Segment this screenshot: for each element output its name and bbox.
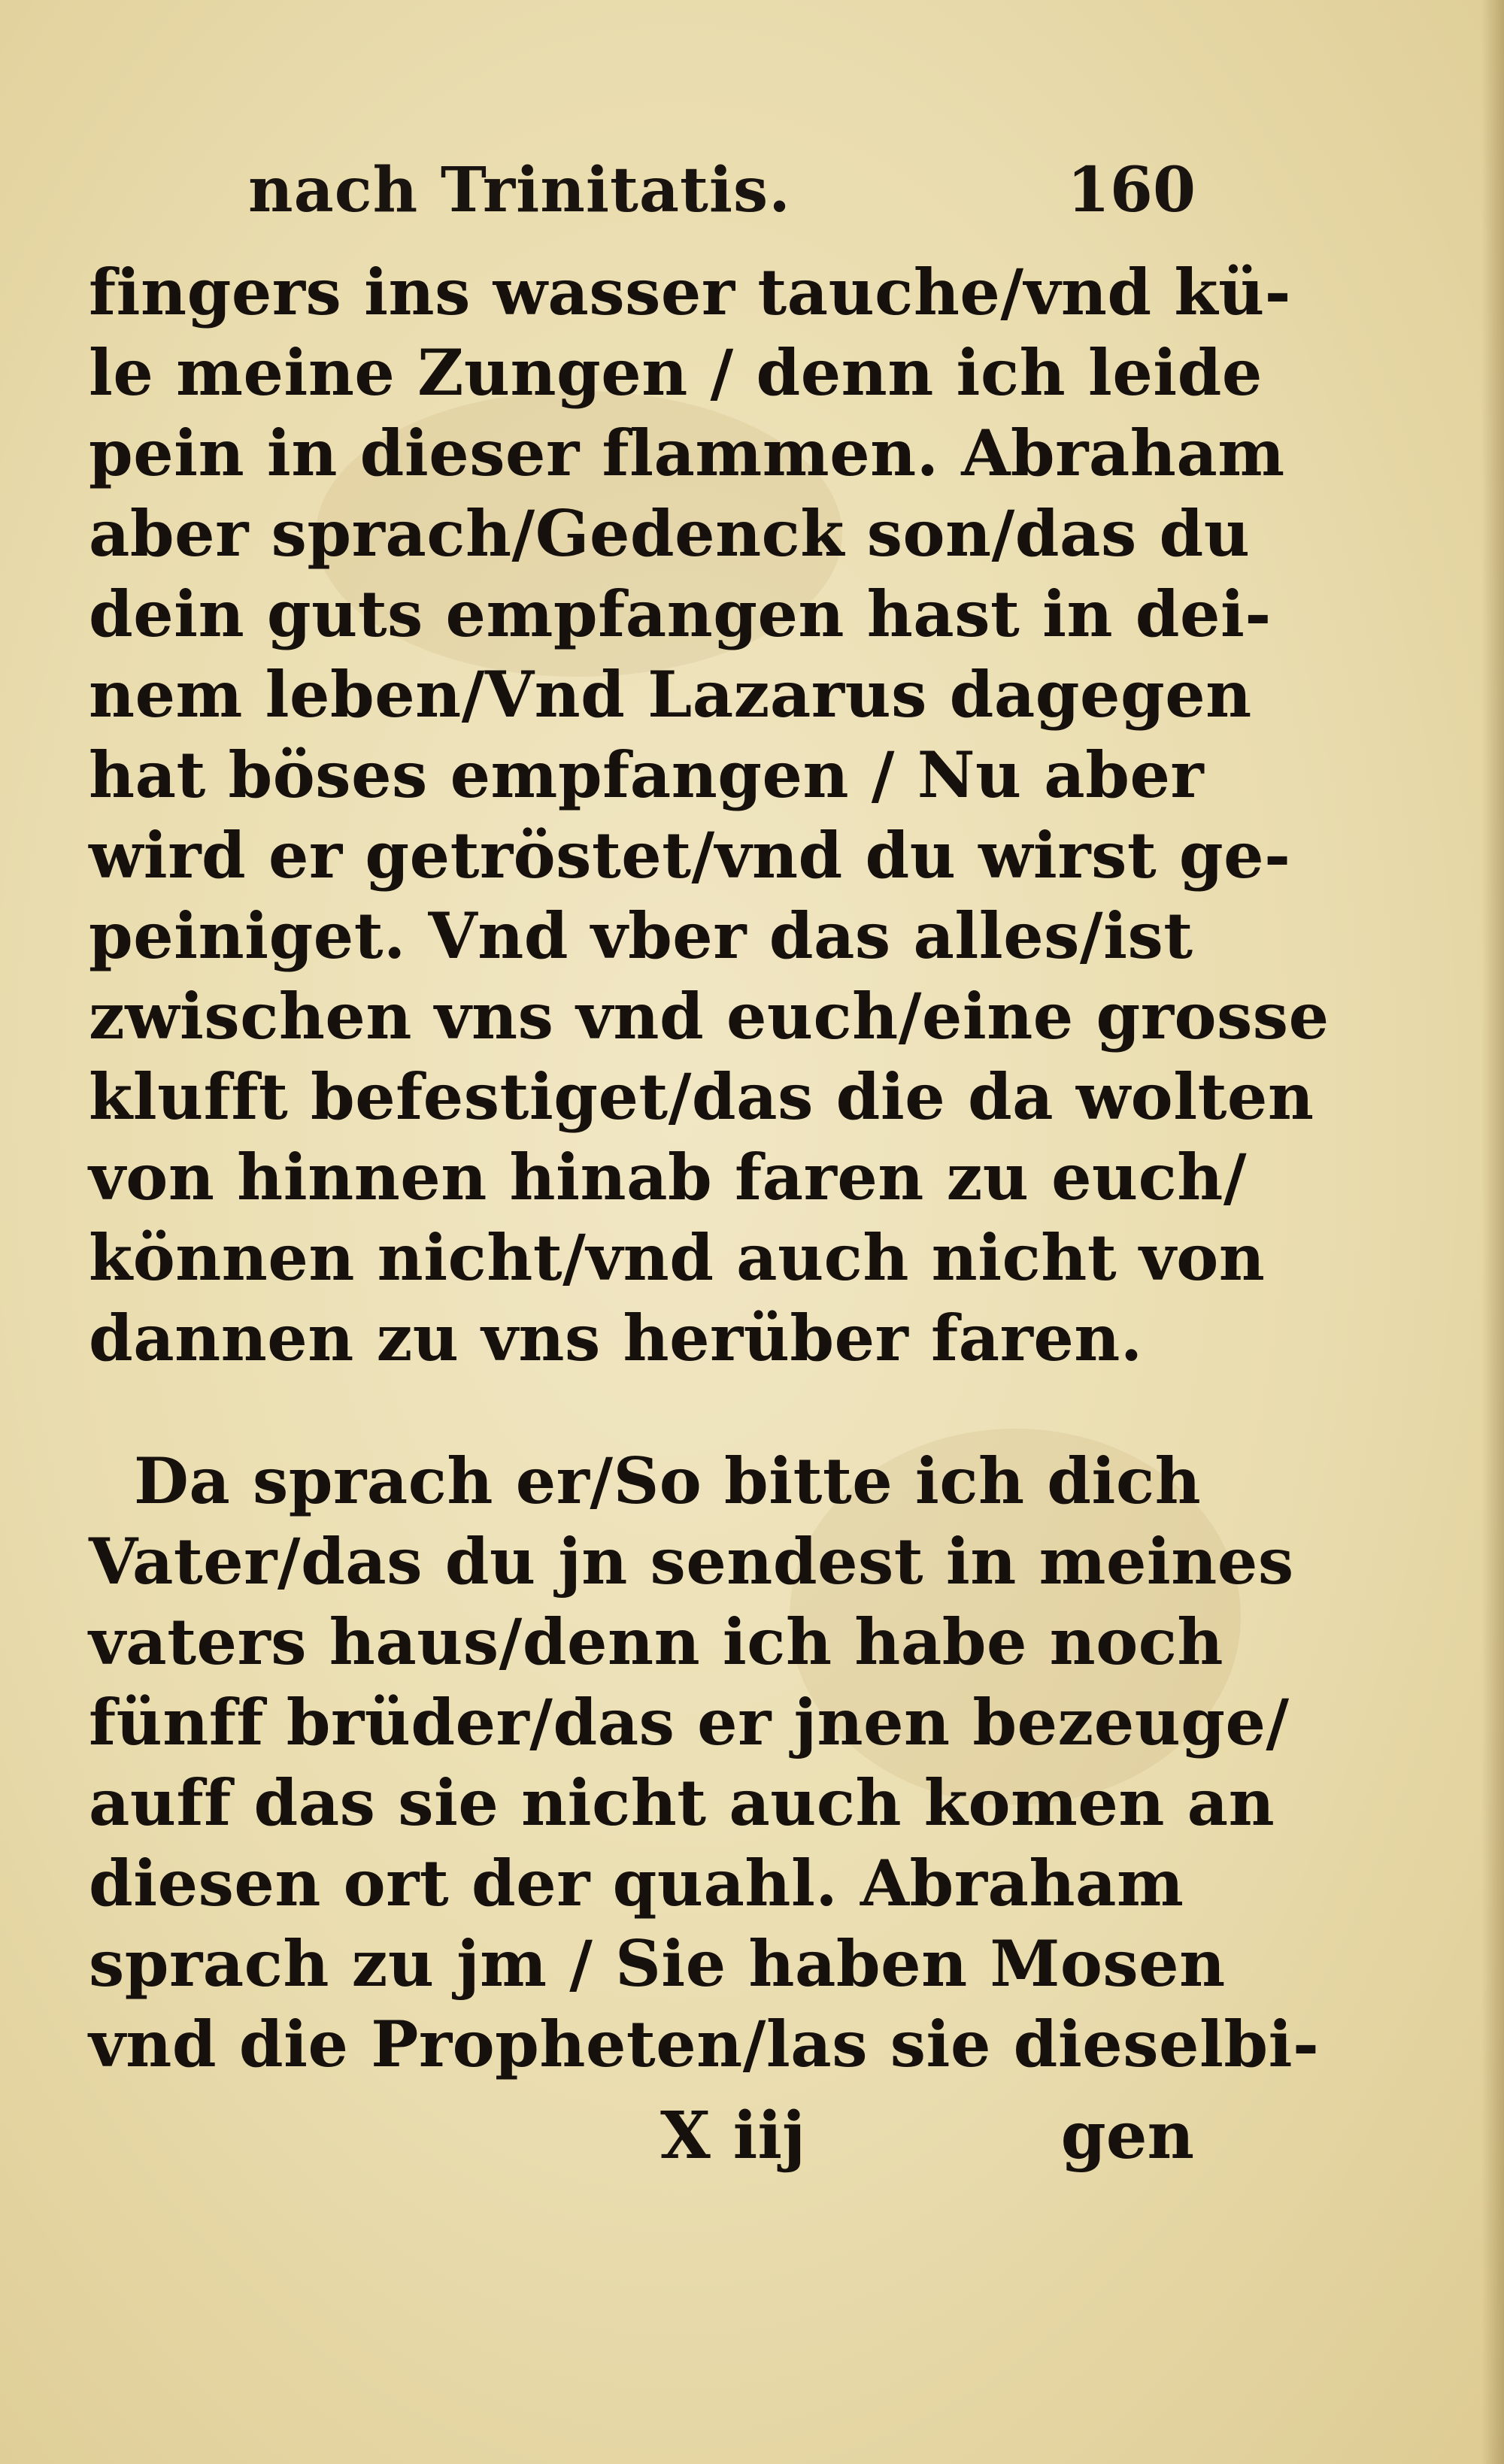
text-line: können nicht/vnd auch nicht von xyxy=(89,1220,1266,1295)
text-line: sprach zu jm / Sie haben Mosen xyxy=(89,1926,1226,2001)
paragraph-gap xyxy=(89,1378,1194,1441)
catchword: gen xyxy=(1060,2098,1194,2174)
page-number: 160 xyxy=(1066,154,1196,226)
text-line: nem leben/Vnd Lazarus dagegen xyxy=(89,657,1252,732)
page-footer xyxy=(89,2098,1194,2181)
text-line: pein in dieser flammen. Abraham xyxy=(89,416,1285,490)
text-line: peiniget. Vnd vber das alles/ist xyxy=(89,899,1193,973)
text-line: wird er getröstet/vnd du wirst ge- xyxy=(89,818,1291,893)
text-line: fünff brüder/das er jnen bezeuge/ xyxy=(89,1685,1290,1759)
running-head: nach Trinitatis. xyxy=(248,154,791,226)
text-line: zwischen vns vnd euch/eine grosse xyxy=(89,979,1330,1053)
text-line: Da sprach er/So bitte ich dich xyxy=(134,1444,1202,1518)
text-line: auff das sie nicht auch komen an xyxy=(89,1765,1275,1840)
signature-mark: X iij xyxy=(660,2098,806,2174)
text-line: fingers ins wasser tauche/vnd kü- xyxy=(89,255,1292,329)
text-line: klufft befestiget/das die da wolten xyxy=(89,1059,1314,1134)
text-line: le meine Zungen / denn ich leide xyxy=(89,335,1263,410)
text-line: von hinnen hinab faren zu euch/ xyxy=(89,1140,1248,1214)
text-line: dein guts empfangen hast in dei- xyxy=(89,577,1272,651)
paragraph-2 xyxy=(89,1441,1320,2084)
text-line: diesen ort der quahl. Abraham xyxy=(89,1846,1184,1920)
text-line: vaters haus/denn ich habe noch xyxy=(89,1605,1224,1679)
body-text xyxy=(89,252,1330,2084)
text-line: vnd die Propheten/las sie dieselbi- xyxy=(89,2007,1320,2081)
page-edge-shadow xyxy=(1481,0,1504,2464)
text-line: Vater/das du jn sendest in meines xyxy=(89,1524,1294,1599)
page-header xyxy=(248,154,1196,237)
text-line: dannen zu vns herüber faren. xyxy=(89,1301,1143,1375)
text-line: aber sprach/Gedenck son/das du xyxy=(89,496,1251,571)
paragraph-1 xyxy=(89,252,1330,1378)
text-line: hat böses empfangen / Nu aber xyxy=(89,738,1205,812)
